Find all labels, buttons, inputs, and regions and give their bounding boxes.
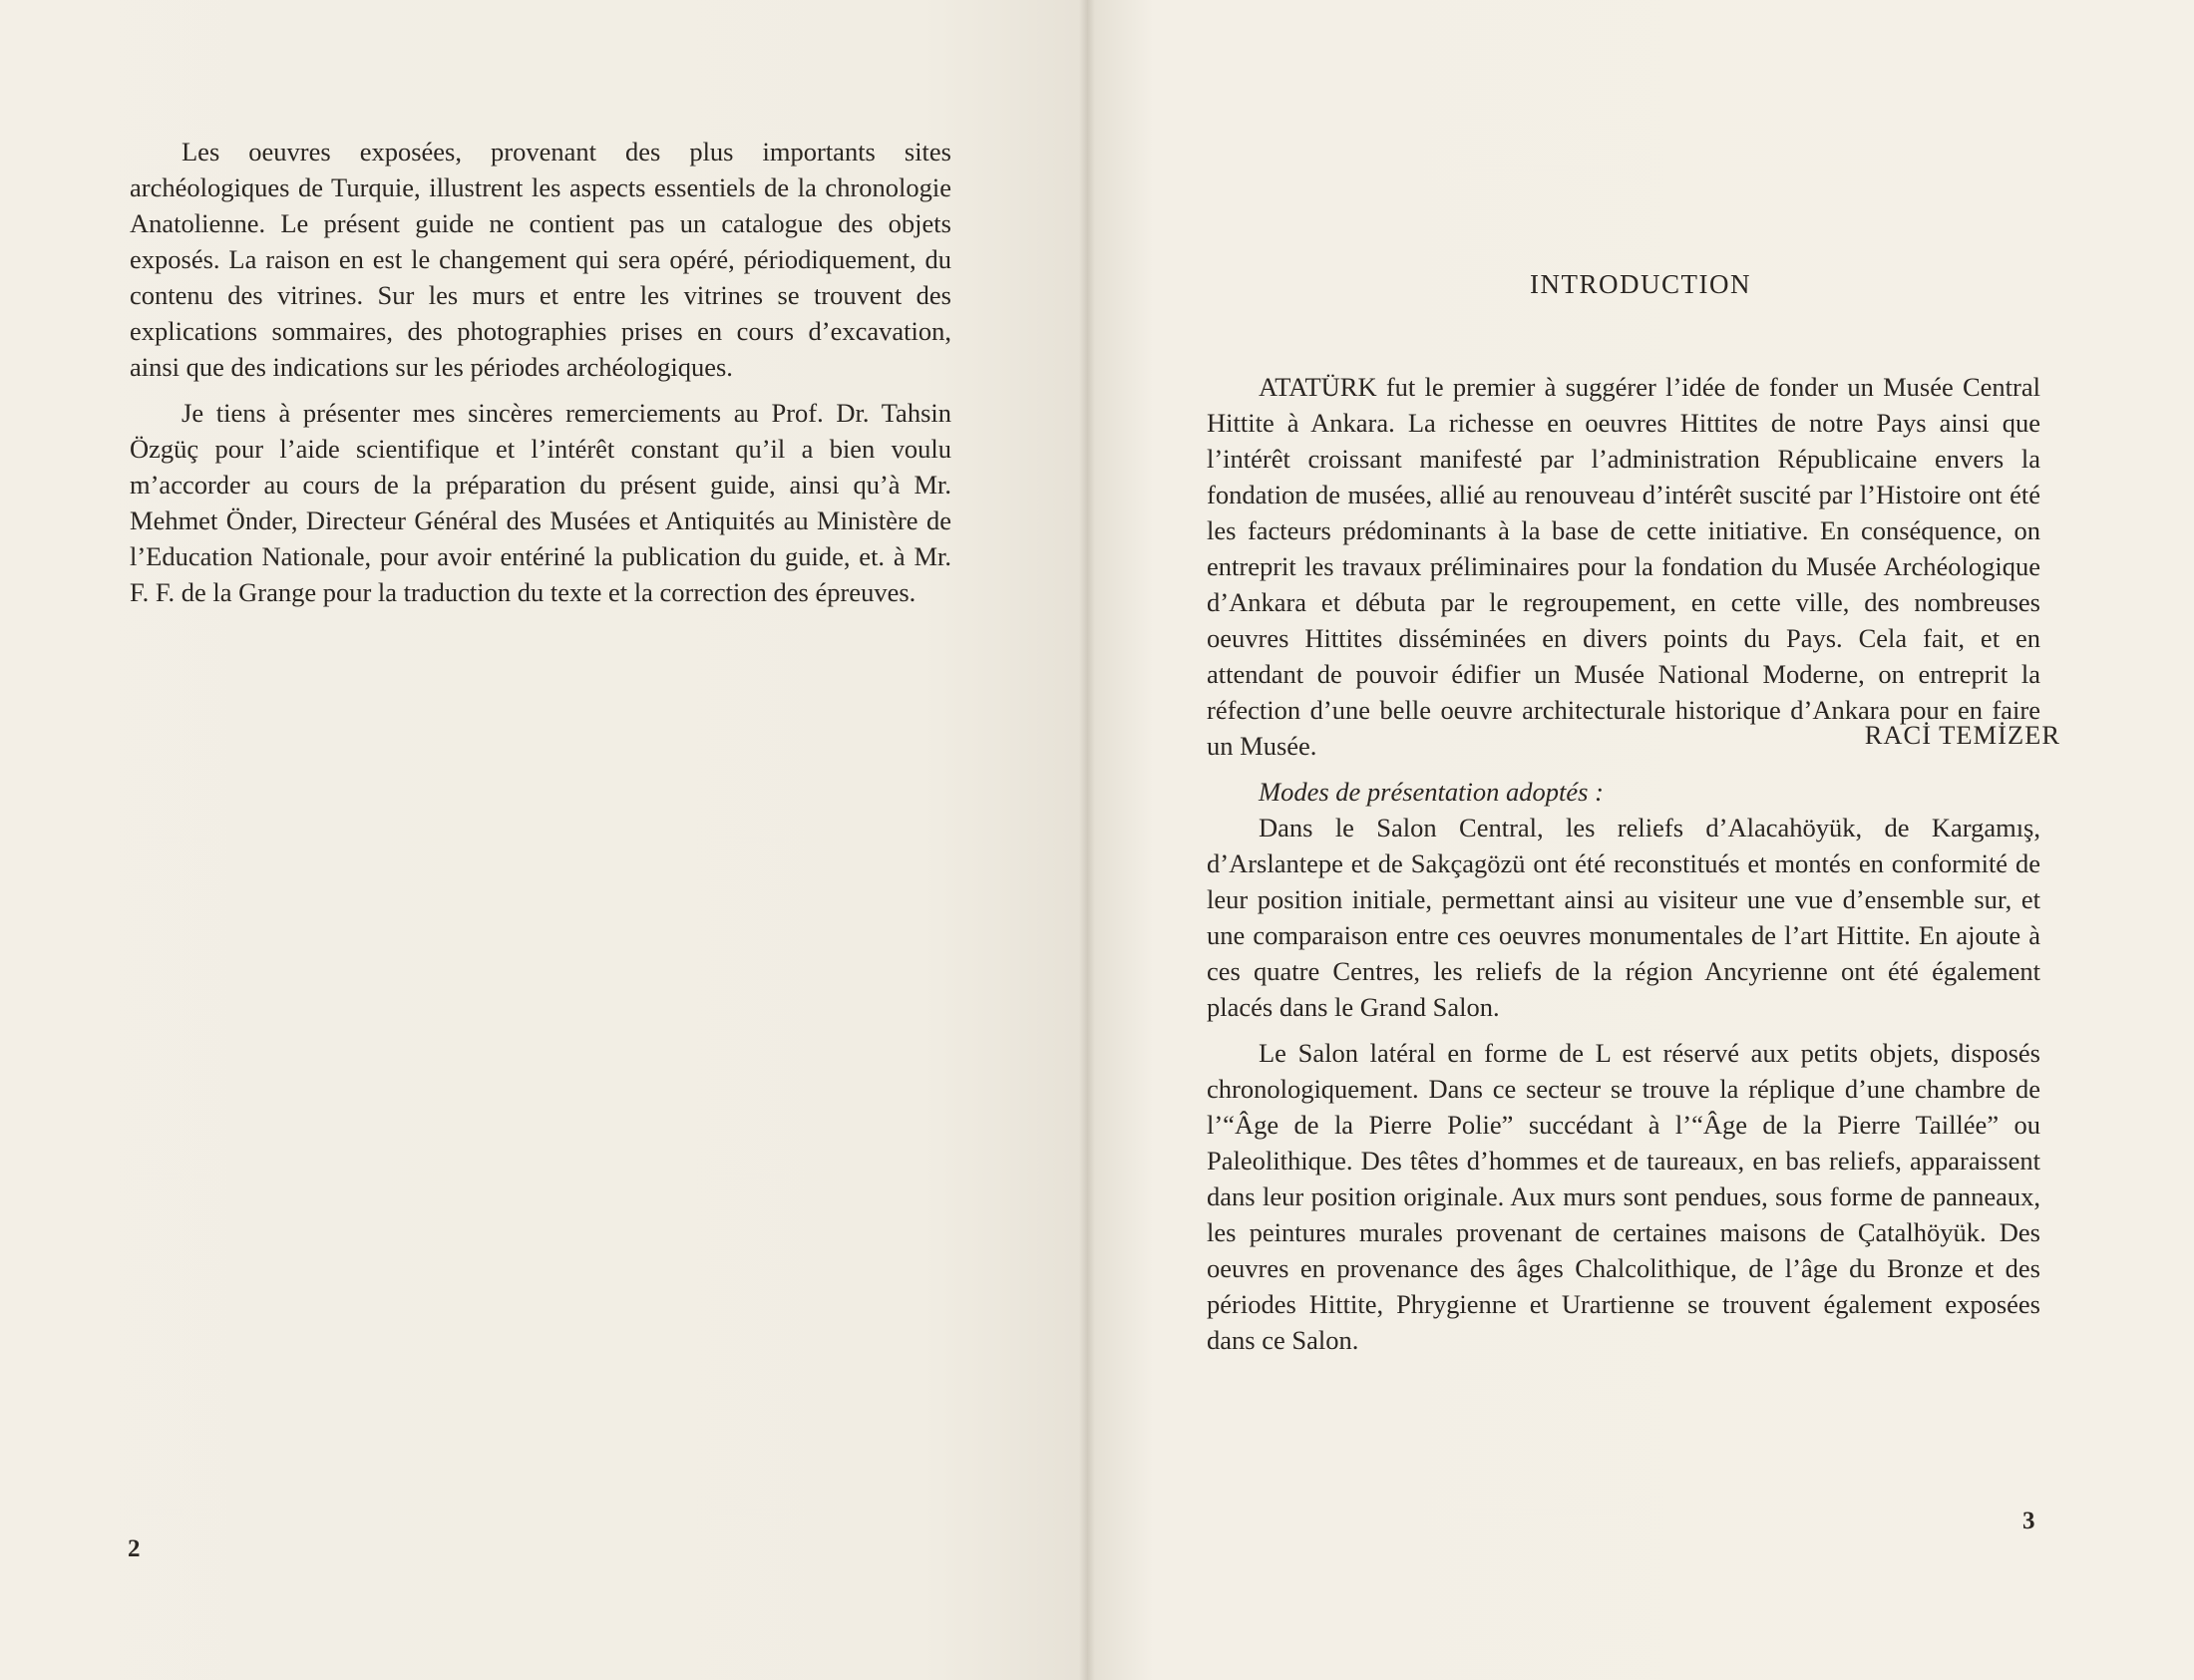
left-paragraph-acknowledgements: Je tiens à présenter mes sincères remerciements au Prof. Dr. Tahsin Özgüç pour l’aide scientifique et l’intérêt constant qu’il a bien voulu m’accorder au cours de la préparation du présent guide, ainsi qu’à Mr. Mehmet Önder, Directeur Général des Musées et Antiquités au Ministère de l’Education Nationale, pour avoir entériné la publication du guide, et. à Mr. F. F. de la Grange pour la traduction du texte et la correction des épreuves. (130, 398, 951, 607)
right-page-body (1207, 369, 2040, 1358)
introduction-heading: INTRODUCTION (1530, 269, 1751, 299)
book-gutter (1079, 0, 1095, 1680)
page-number-left: 2 (128, 1535, 141, 1562)
presentation-modes-subheading: Modes de présentation adoptés : (1259, 777, 1604, 807)
intro-paragraph-lateral-salon: Le Salon latéral en forme de L est réservé aux petits objets, disposés chronologiquement. Dans ce secteur se trouve la réplique d’une chambre de l’“Âge de la Pierre Polie” succédant à l’“Âge de la Pierre Taillée” ou Paleolithique. Des têtes d’hommes et de taureaux, en bas reliefs, apparaissent dans leur position originale. Aux murs sont pendues, sous forme de panneaux, les peintures murales provenant de certaines maisons de Çatalhöyük. Des oeuvres en provenance des âges Chalcolithique, de l’âge du Bronze et des périodes Hittite, Phrygienne et Urartienne se trouvent également exposées dans ce Salon. (1207, 1038, 2040, 1355)
page-number-right: 3 (2022, 1508, 2035, 1534)
intro-paragraph-central-salon: Dans le Salon Central, les reliefs d’Alacahöyük, de Kargamış, d’Arslantepe et de Sakçagözü ont été reconstitués et montés en conformité de leur position initiale, permettant ainsi au visiteur une vue d’ensemble sur, et une comparaison entre ces oeuvres monumentales de l’art Hittite. En ajoute à ces quatre Centres, les reliefs de la région Ancyrienne ont été également placés dans le Grand Salon. (1207, 813, 2040, 1022)
intro-paragraph-ataturk: ATATÜRK fut le premier à suggérer l’idée de fonder un Musée Central Hittite à Ankara. La richesse en oeuvres Hittites de notre Pays ainsi que l’intérêt croissant manifesté par l’administration Républicaine envers la fondation de musées, allié au renouveau d’intérêt suscité par l’Histoire ont été les facteurs prédominants à la base de cette initiative. En conséquence, on entreprit les travaux préliminaires pour la fondation du Musée Archéologique d’Ankara et débuta par le regroupement, en cette ville, des nombreuses oeuvres Hittites disséminées en divers points du Pays. Cela fait, et en attendant de pouvoir édifier un Musée National Moderne, on entreprit la réfection d’une belle oeuvre architecturale historique d’Ankara pour en faire un Musée. (1207, 372, 2040, 761)
author-signature: RACİ TEMİZER (1864, 720, 2060, 750)
left-page-body (130, 134, 951, 610)
left-paragraph-exhibits: Les oeuvres exposées, provenant des plus importants sites archéologiques de Turquie, illustrent les aspects essentiels de la chronologie Anatolienne. Le présent guide ne contient pas un catalogue des objets exposés. La raison en est le changement qui sera opéré, périodiquement, du contenu des vitrines. Sur les murs et entre les vitrines se trouvent des explications sommaires, des photographies prises en cours d’excavation, ainsi que des indications sur les périodes archéologiques. (130, 137, 951, 382)
